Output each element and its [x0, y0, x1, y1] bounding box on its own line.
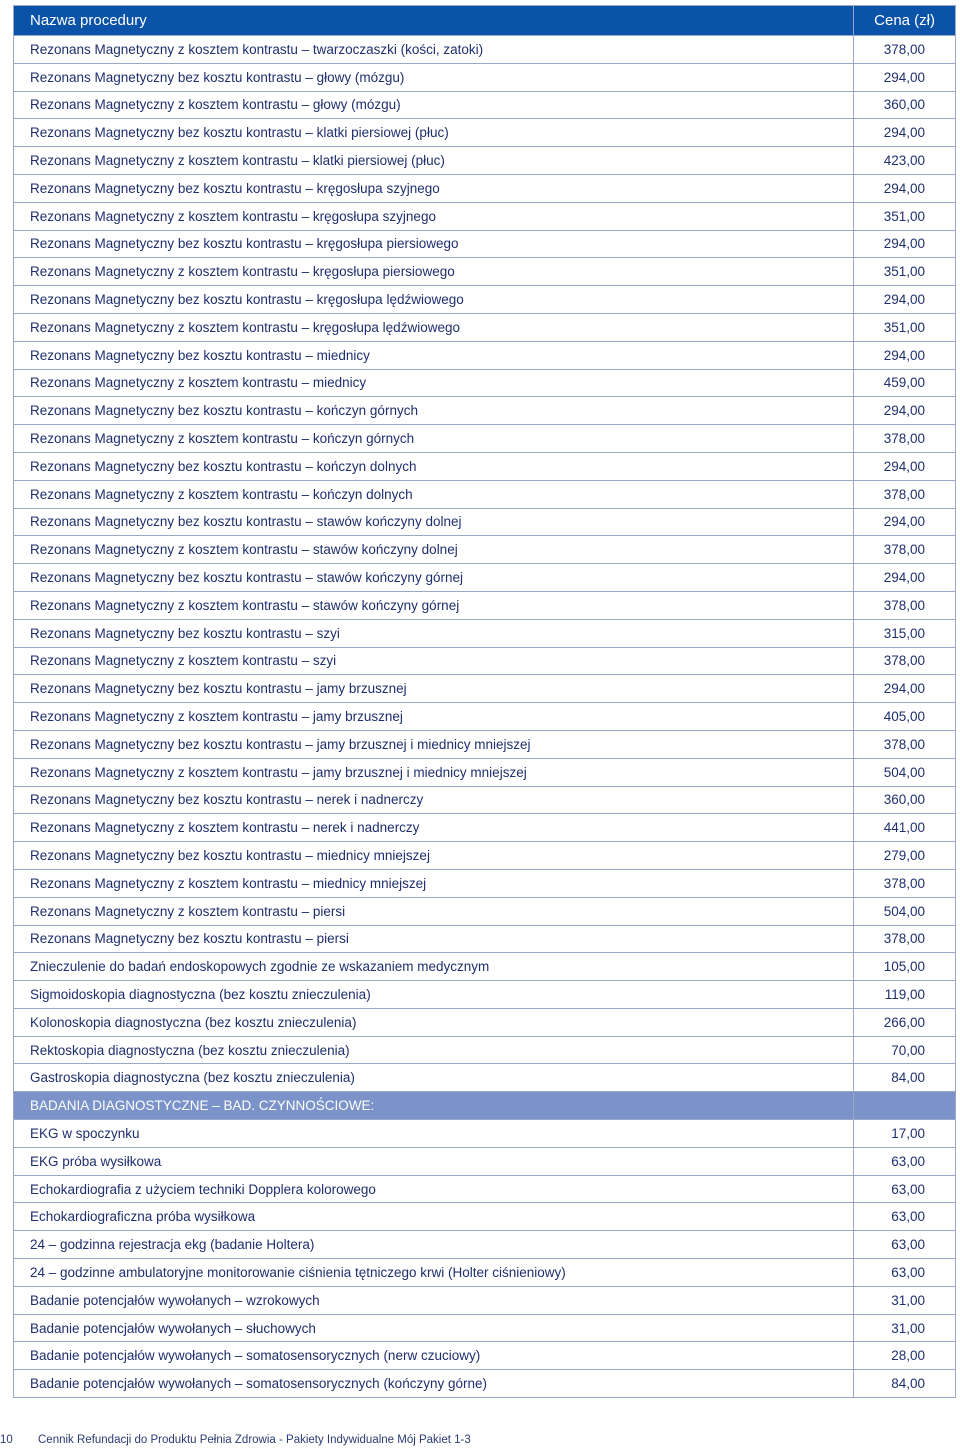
procedure-name: Rezonans Magnetyczny bez kosztu kontrastu – jamy brzusznej i miednicy mniejszej: [14, 730, 854, 758]
procedure-name: Rezonans Magnetyczny z kosztem kontrastu – jamy brzusznej: [14, 703, 854, 731]
procedure-name: Rezonans Magnetyczny z kosztem kontrastu – kręgosłupa szyjnego: [14, 202, 854, 230]
procedure-name: Rezonans Magnetyczny bez kosztu kontrastu – kręgosłupa szyjnego: [14, 174, 854, 202]
procedure-price: 105,00: [854, 953, 956, 981]
procedure-name: Rezonans Magnetyczny z kosztem kontrastu – głowy (mózgu): [14, 91, 854, 119]
procedure-price: 63,00: [854, 1259, 956, 1287]
table-row: [14, 202, 956, 230]
procedure-name: Echokardiografia z użyciem techniki Dopplera kolorowego: [14, 1175, 854, 1203]
table-row: [14, 703, 956, 731]
procedure-name: Badanie potencjałów wywołanych – somatosensorycznych (nerw czuciowy): [14, 1342, 854, 1370]
procedure-name: Badanie potencjałów wywołanych – słuchowych: [14, 1314, 854, 1342]
table-row: [14, 1147, 956, 1175]
page-number: 10: [0, 1434, 13, 1446]
procedure-price: 63,00: [854, 1231, 956, 1259]
table-row: [14, 508, 956, 536]
procedure-price: 294,00: [854, 119, 956, 147]
table-row: [14, 341, 956, 369]
table-row: [14, 313, 956, 341]
procedure-name: Rezonans Magnetyczny z kosztem kontrastu – nerek i nadnerczy: [14, 814, 854, 842]
procedure-price: 31,00: [854, 1286, 956, 1314]
procedure-name: Rezonans Magnetyczny z kosztem kontrastu – twarzoczaszki (kości, zatoki): [14, 36, 854, 64]
procedure-name: EKG w spoczynku: [14, 1120, 854, 1148]
table-row: [14, 675, 956, 703]
table-row: [14, 1370, 956, 1398]
table-row: [14, 564, 956, 592]
procedure-name: Badanie potencjałów wywołanych – somatosensorycznych (kończyny górne): [14, 1370, 854, 1398]
table-row: [14, 981, 956, 1009]
procedure-name: Rezonans Magnetyczny bez kosztu kontrastu – głowy (mózgu): [14, 63, 854, 91]
procedure-name: Rezonans Magnetyczny z kosztem kontrastu – szyi: [14, 647, 854, 675]
procedure-price: 17,00: [854, 1120, 956, 1148]
procedure-price: 504,00: [854, 758, 956, 786]
procedure-name: Rezonans Magnetyczny z kosztem kontrastu – jamy brzusznej i miednicy mniejszej: [14, 758, 854, 786]
table-row: [14, 174, 956, 202]
table-row: [14, 842, 956, 870]
procedure-price: 63,00: [854, 1175, 956, 1203]
table-row: [14, 647, 956, 675]
table-body: [14, 36, 956, 1398]
procedure-name: Kolonoskopia diagnostyczna (bez kosztu znieczulenia): [14, 1008, 854, 1036]
table-row: [14, 591, 956, 619]
procedure-name: Rezonans Magnetyczny z kosztem kontrastu – stawów kończyny górnej: [14, 591, 854, 619]
procedure-price: 294,00: [854, 341, 956, 369]
procedure-price: 504,00: [854, 897, 956, 925]
procedure-price: 315,00: [854, 619, 956, 647]
procedure-name: Rezonans Magnetyczny bez kosztu kontrastu – klatki piersiowej (płuc): [14, 119, 854, 147]
table-row: [14, 1314, 956, 1342]
procedure-name: Znieczulenie do badań endoskopowych zgodnie ze wskazaniem medycznym: [14, 953, 854, 981]
procedure-name: Rezonans Magnetyczny bez kosztu kontrastu – kończyn dolnych: [14, 452, 854, 480]
table-row: [14, 397, 956, 425]
procedure-price: 279,00: [854, 842, 956, 870]
section-title: BADANIA DIAGNOSTYCZNE – BAD. CZYNNOŚCIOWE:: [14, 1092, 854, 1120]
table-row: [14, 758, 956, 786]
procedure-price: 63,00: [854, 1147, 956, 1175]
procedure-price: 294,00: [854, 508, 956, 536]
procedure-name: Rektoskopia diagnostyczna (bez kosztu znieczulenia): [14, 1036, 854, 1064]
procedure-name: Rezonans Magnetyczny z kosztem kontrastu – piersi: [14, 897, 854, 925]
procedure-name: Rezonans Magnetyczny z kosztem kontrastu – kręgosłupa lędźwiowego: [14, 313, 854, 341]
table-row: [14, 619, 956, 647]
table-row: [14, 730, 956, 758]
section-header-row: [14, 1092, 956, 1120]
table-row: [14, 536, 956, 564]
procedure-name: Rezonans Magnetyczny bez kosztu kontrastu – szyi: [14, 619, 854, 647]
procedure-price: 294,00: [854, 63, 956, 91]
procedure-price: 378,00: [854, 730, 956, 758]
table-row: [14, 1120, 956, 1148]
table-row: [14, 147, 956, 175]
section-price-cell: [854, 1092, 956, 1120]
procedure-name: Rezonans Magnetyczny z kosztem kontrastu – kręgosłupa piersiowego: [14, 258, 854, 286]
procedure-price: 459,00: [854, 369, 956, 397]
table-row: [14, 1008, 956, 1036]
procedure-price: 84,00: [854, 1370, 956, 1398]
table-row: [14, 1259, 956, 1287]
procedure-price: 294,00: [854, 564, 956, 592]
procedure-name: Rezonans Magnetyczny bez kosztu kontrastu – kręgosłupa piersiowego: [14, 230, 854, 258]
footer-text: Cennik Refundacji do Produktu Pełnia Zdrowia - Pakiety Indywidualne Mój Pakiet 1-3: [38, 1434, 471, 1446]
procedure-name: Rezonans Magnetyczny bez kosztu kontrastu – nerek i nadnerczy: [14, 786, 854, 814]
procedure-price: 378,00: [854, 480, 956, 508]
procedure-name: Rezonans Magnetyczny z kosztem kontrastu – miednicy: [14, 369, 854, 397]
procedure-price: 378,00: [854, 869, 956, 897]
procedure-price: 266,00: [854, 1008, 956, 1036]
procedure-price: 378,00: [854, 36, 956, 64]
procedure-name: Rezonans Magnetyczny bez kosztu kontrastu – miednicy: [14, 341, 854, 369]
procedure-name: Rezonans Magnetyczny bez kosztu kontrastu – kończyn górnych: [14, 397, 854, 425]
procedure-price: 360,00: [854, 91, 956, 119]
procedure-price: 28,00: [854, 1342, 956, 1370]
table-row: [14, 786, 956, 814]
price-table: [13, 5, 956, 1398]
procedure-price: 351,00: [854, 258, 956, 286]
procedure-name: Rezonans Magnetyczny z kosztem kontrastu – klatki piersiowej (płuc): [14, 147, 854, 175]
procedure-name: Rezonans Magnetyczny bez kosztu kontrastu – miednicy mniejszej: [14, 842, 854, 870]
table-row: [14, 1036, 956, 1064]
procedure-price: 351,00: [854, 202, 956, 230]
procedure-name: Rezonans Magnetyczny bez kosztu kontrastu – stawów kończyny dolnej: [14, 508, 854, 536]
procedure-price: 378,00: [854, 925, 956, 953]
procedure-price: 294,00: [854, 286, 956, 314]
procedure-name: Rezonans Magnetyczny z kosztem kontrastu – stawów kończyny dolnej: [14, 536, 854, 564]
procedure-name: 24 – godzinne ambulatoryjne monitorowanie ciśnienia tętniczego krwi (Holter ciśnieniowy): [14, 1259, 854, 1287]
procedure-name: Sigmoidoskopia diagnostyczna (bez kosztu znieczulenia): [14, 981, 854, 1009]
procedure-price: 351,00: [854, 313, 956, 341]
table-row: [14, 369, 956, 397]
table-row: [14, 452, 956, 480]
procedure-price: 378,00: [854, 425, 956, 453]
procedure-price: 119,00: [854, 981, 956, 1009]
header-price: Cena (zł): [854, 6, 956, 36]
procedure-price: 294,00: [854, 174, 956, 202]
table-row: [14, 286, 956, 314]
table-row: [14, 91, 956, 119]
table-row: [14, 1064, 956, 1092]
table-row: [14, 258, 956, 286]
table-row: [14, 1203, 956, 1231]
table-row: [14, 1286, 956, 1314]
procedure-price: 70,00: [854, 1036, 956, 1064]
procedure-name: Rezonans Magnetyczny bez kosztu kontrastu – stawów kończyny górnej: [14, 564, 854, 592]
table-row: [14, 36, 956, 64]
procedure-price: 294,00: [854, 230, 956, 258]
procedure-price: 405,00: [854, 703, 956, 731]
procedure-name: Badanie potencjałów wywołanych – wzrokowych: [14, 1286, 854, 1314]
procedure-price: 63,00: [854, 1203, 956, 1231]
procedure-price: 423,00: [854, 147, 956, 175]
procedure-name: Rezonans Magnetyczny z kosztem kontrastu – kończyn dolnych: [14, 480, 854, 508]
procedure-name: Rezonans Magnetyczny z kosztem kontrastu – kończyn górnych: [14, 425, 854, 453]
procedure-price: 360,00: [854, 786, 956, 814]
table-row: [14, 1231, 956, 1259]
table-header-row: [14, 6, 956, 36]
header-procedure: Nazwa procedury: [14, 6, 854, 36]
table-row: [14, 897, 956, 925]
procedure-name: Rezonans Magnetyczny bez kosztu kontrastu – jamy brzusznej: [14, 675, 854, 703]
procedure-price: 378,00: [854, 647, 956, 675]
procedure-price: 294,00: [854, 452, 956, 480]
table-row: [14, 1175, 956, 1203]
table-row: [14, 230, 956, 258]
table-row: [14, 63, 956, 91]
procedure-name: 24 – godzinna rejestracja ekg (badanie Holtera): [14, 1231, 854, 1259]
procedure-name: Rezonans Magnetyczny bez kosztu kontrastu – kręgosłupa lędźwiowego: [14, 286, 854, 314]
procedure-name: Gastroskopia diagnostyczna (bez kosztu znieczulenia): [14, 1064, 854, 1092]
table-row: [14, 425, 956, 453]
table-row: [14, 814, 956, 842]
procedure-price: 378,00: [854, 591, 956, 619]
procedure-price: 441,00: [854, 814, 956, 842]
table-row: [14, 119, 956, 147]
procedure-price: 378,00: [854, 536, 956, 564]
table-row: [14, 480, 956, 508]
procedure-price: 31,00: [854, 1314, 956, 1342]
procedure-price: 294,00: [854, 397, 956, 425]
procedure-name: EKG próba wysiłkowa: [14, 1147, 854, 1175]
procedure-price: 294,00: [854, 675, 956, 703]
procedure-name: Rezonans Magnetyczny bez kosztu kontrastu – piersi: [14, 925, 854, 953]
table-row: [14, 869, 956, 897]
table-row: [14, 953, 956, 981]
table-row: [14, 1342, 956, 1370]
procedure-name: Rezonans Magnetyczny z kosztem kontrastu – miednicy mniejszej: [14, 869, 854, 897]
table-row: [14, 925, 956, 953]
procedure-name: Echokardiograficzna próba wysiłkowa: [14, 1203, 854, 1231]
procedure-price: 84,00: [854, 1064, 956, 1092]
